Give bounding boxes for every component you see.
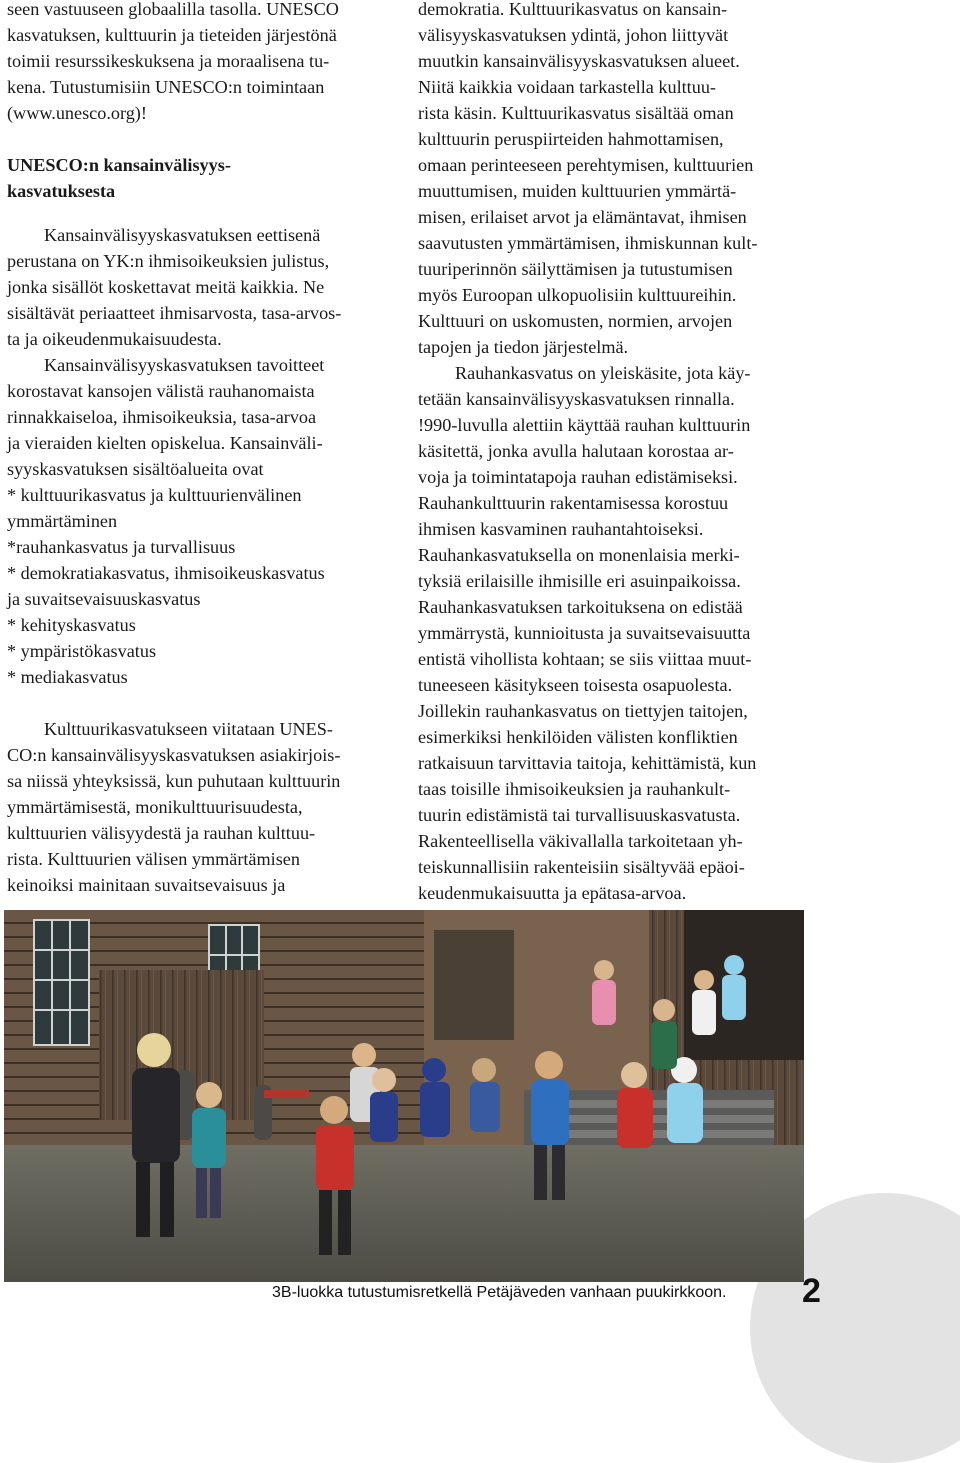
text-line: tuneeseen käsitykseen toisesta osapuolesta. <box>418 675 733 695</box>
list-item: *rauhankasvatus ja turvallisuus <box>7 537 236 557</box>
paragraph-culture-education <box>7 716 392 898</box>
text-line: keudenmukaisuutta ja epätasa-arvoa. <box>418 883 687 903</box>
text-line: ihmisen kasvaminen rauhantahtoiseksi. <box>418 519 704 539</box>
text-line: teiskunnallisiin rakenteisiin sisältyvää epäoi- <box>418 857 745 877</box>
church-visit-photo <box>4 910 804 1282</box>
text-line: misen, erilaiset arvot ja elämäntavat, ihmisen <box>418 207 747 227</box>
text-line: syyskasvatuksen sisältöalueita ovat <box>7 459 264 479</box>
text-line: tyksiä erilaisille ihmisille eri asuinpaikoissa. <box>418 571 741 591</box>
list-item: ymmärtäminen <box>7 511 118 531</box>
text-line: sisältävät periaatteet ihmisarvosta, tasa-arvos- <box>7 303 342 323</box>
text-line: korostavat kansojen välistä rauhanomaista <box>7 381 315 401</box>
text-line: tuuriperinnön säilyttämisen ja tutustumisen <box>418 259 733 279</box>
text-line: keinoiksi mainitaan suvaitsevaisuus ja <box>7 875 286 895</box>
text-line: kena. Tutustumisiin UNESCO:n toimintaan <box>7 77 325 97</box>
text-line: saavutusten ymmärtämisen, ihmiskunnan kult- <box>418 233 758 253</box>
photo-caption: 3B-luokka tutustumisretkellä Petäjäveden vanhaan puukirkkoon. <box>272 1284 727 1301</box>
text-line: rista. Kulttuurien välisen ymmärtämisen <box>7 849 300 869</box>
paragraph-culture <box>418 0 810 360</box>
text-line: ymmärtämisestä, monikulttuurisuudesta, <box>7 797 303 817</box>
text-line: tuurin edistämistä tai turvallisuuskasvatusta. <box>418 805 741 825</box>
text-line: kulttuurien välisyydestä ja rauhan kulttuu- <box>7 823 316 843</box>
list-item: ja suvaitsevaisuuskasvatus <box>7 589 201 609</box>
text-line: CO:n kansainvälisyyskasvatuksen asiakirjois- <box>7 745 341 765</box>
text-line: omaan perinteeseen perehtymisen, kulttuurien <box>418 155 754 175</box>
text-line: Kulttuuri on uskomusten, normien, arvojen <box>418 311 733 331</box>
paragraph-goals <box>7 352 392 690</box>
heading-line: kasvatuksesta <box>7 181 116 201</box>
text-line: ta ja oikeudenmukaisuudesta. <box>7 329 222 349</box>
paragraph-ethics <box>7 222 392 352</box>
text-line: esimerkiksi henkilöiden välisten konfliktien <box>418 727 738 747</box>
list-item: * demokratiakasvatus, ihmisoikeuskasvatus <box>7 563 325 583</box>
text-line: rinnakkaiseloa, ihmisoikeuksia, tasa-arvoa <box>7 407 317 427</box>
text-line: Rauhankasvatus on yleiskäsite, jota käy- <box>455 363 751 383</box>
heading-line: UNESCO:n kansainvälisyys- <box>7 155 231 175</box>
section-heading <box>7 152 392 204</box>
text-line: tetään kansainvälisyyskasvatuksen rinnalla. <box>418 389 735 409</box>
text-line: (www.unesco.org)! <box>7 103 147 123</box>
list-item: * mediakasvatus <box>7 667 128 687</box>
text-line: Kansainvälisyyskasvatuksen eettisenä <box>44 225 321 245</box>
left-column <box>7 0 392 898</box>
page-number: 2 <box>802 1272 821 1310</box>
text-line: perustana on YK:n ihmisoikeuksien julistus, <box>7 251 330 271</box>
text-line: taas toisille ihmisoikeuksien ja rauhankult- <box>418 779 731 799</box>
text-line: entistä vihollista kohtaan; se siis viittaa muut- <box>418 649 752 669</box>
text-line: muuttumisen, muiden kulttuurien ymmärtä- <box>418 181 737 201</box>
text-line: välisyyskasvatuksen ydintä, johon liittyvät <box>418 25 729 45</box>
text-line: toimii resurssikeskuksena ja moraalisena tu- <box>7 51 330 71</box>
text-line: jonka sisällöt koskettavat meitä kaikkia. Ne <box>7 277 325 297</box>
text-line: myös Euroopan ulkopuolisiin kulttuureihin. <box>418 285 737 305</box>
text-line: ymmärrystä, kunnioitusta ja suvaitsevaisuutta <box>418 623 751 643</box>
text-line: muutkin kansainvälisyyskasvatuksen alueet. <box>418 51 740 71</box>
text-line: Rauhankulttuurin rakentamisessa korostuu <box>418 493 729 513</box>
text-line: !990-luvulla alettiin käyttää rauhan kulttuurin <box>418 415 751 435</box>
text-line: demokratia. Kulttuurikasvatus on kansain- <box>418 0 728 19</box>
paragraph-peace <box>418 360 810 906</box>
text-line: kulttuurin peruspiirteiden hahmottamisen, <box>418 129 724 149</box>
text-line: kasvatuksen, kulttuurin ja tieteiden järjestönä <box>7 25 337 45</box>
text-line: Kansainvälisyyskasvatuksen tavoitteet <box>44 355 325 375</box>
list-item: * ympäristökasvatus <box>7 641 157 661</box>
list-item: * kulttuurikasvatus ja kulttuurienvälinen <box>7 485 302 505</box>
text-line: Rauhankasvatuksen tarkoituksena on edistää <box>418 597 743 617</box>
text-line: ja vieraiden kielten opiskelua. Kansainväli- <box>7 433 323 453</box>
text-line: tapojen ja tiedon järjestelmä. <box>418 337 629 357</box>
text-line: sa niissä yhteyksissä, kun puhutaan kulttuurin <box>7 771 341 791</box>
text-line: käsitettä, jonka avulla halutaan korostaa ar- <box>418 441 734 461</box>
text-line: rista käsin. Kulttuurikasvatus sisältää oman <box>418 103 734 123</box>
list-item: * kehityskasvatus <box>7 615 136 635</box>
intro-paragraph <box>7 0 392 126</box>
text-line: Rauhankasvatuksella on monenlaisia merki- <box>418 545 740 565</box>
text-line: Niitä kaikkia voidaan tarkastella kulttuu- <box>418 77 716 97</box>
text-line: voja ja toimintatapoja rauhan edistämiseksi. <box>418 467 738 487</box>
text-line: Joillekin rauhankasvatus on tiettyjen taitojen, <box>418 701 748 721</box>
text-line: ratkaisuun tarvittavia taitoja, kehittämistä, kun <box>418 753 757 773</box>
right-column <box>418 0 810 906</box>
text-line: Rakenteellisella väkivallalla tarkoitetaan yh- <box>418 831 743 851</box>
text-line: seen vastuuseen globaalilla tasolla. UNESCO <box>7 0 339 19</box>
text-line: Kulttuurikasvatukseen viitataan UNES- <box>44 719 333 739</box>
